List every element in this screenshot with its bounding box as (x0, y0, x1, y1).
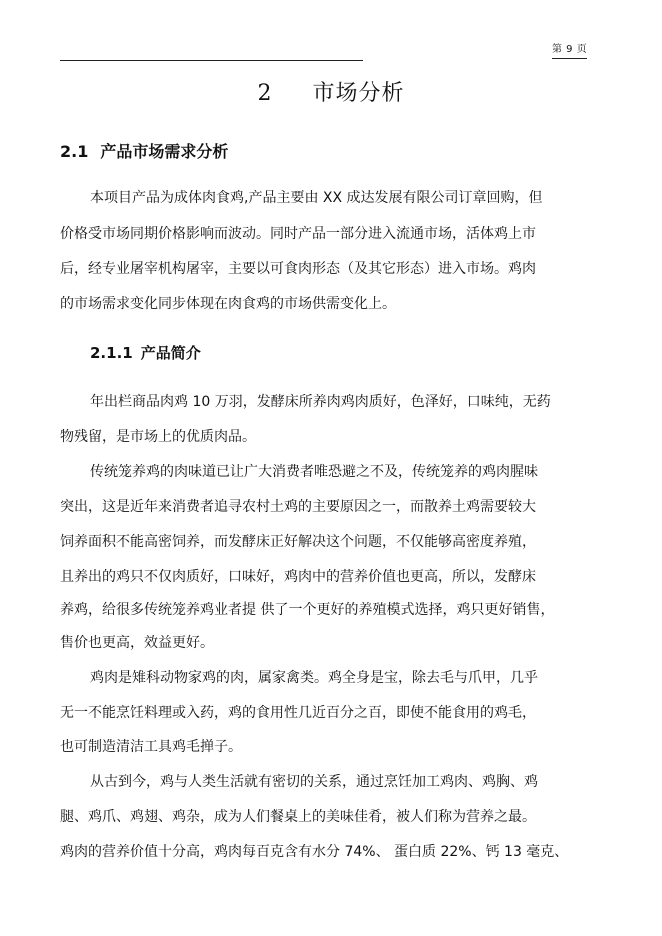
chapter-title (0, 78, 662, 110)
body-line: 养鸡，给很多传统笼养鸡业者提 供了一个更好的养殖模式选择，鸡只更好销售， (60, 602, 555, 618)
body-line: 物残留，是市场上的优质肉品。 (60, 429, 256, 445)
header-rule (60, 60, 363, 61)
body-line: 年出栏商品肉鸡 10 万羽，发酵床所养肉鸡肉质好，色泽好，口味纯，无药 (90, 394, 551, 410)
body-line: 从古到今，鸡与人类生活就有密切的关系，通过烹饪加工鸡肉、鸡胸、鸡 (90, 774, 538, 790)
subsection-title-text: 产品简介 (140, 344, 201, 362)
section-number: 2.1 (60, 142, 89, 161)
chapter-number: 2 (257, 81, 273, 106)
body-line: 本项目产品为成体肉食鸡,产品主要由 XX 成达发展有限公司订章回购，但 (90, 190, 543, 206)
subsection-heading (90, 342, 201, 364)
subsection-number: 2.1.1 (90, 344, 133, 362)
chapter-title-text: 市场分析 (312, 81, 405, 106)
section-title-text: 产品市场需求分析 (100, 142, 229, 161)
body-line: 后，经专业屠宰机构屠宰，主要以可食肉形态（及其它形态）进入市场。鸡肉 (60, 261, 536, 277)
body-line: 也可制造清洁工具鸡毛掸子。 (60, 739, 242, 755)
body-line: 且养出的鸡只不仅肉质好，口味好，鸡肉中的营养价值也更高，所以，发酵床 (60, 569, 536, 585)
body-line: 腿、鸡爪、鸡翅、鸡杂，成为人们餐桌上的美味佳肴，被人们称为营养之最。 (60, 809, 536, 825)
body-line: 鸡肉是雉科动物家鸡的肉，属家禽类。鸡全身是宝，除去毛与爪甲，几乎 (90, 670, 538, 686)
body-line: 鸡肉的营养价值十分高，鸡肉每百克含有水分 74%、 蛋白质 22%、钙 13 毫克、 (60, 844, 569, 860)
body-line: 的市场需求变化同步体现在肉食鸡的市场供需变化上。 (60, 296, 396, 312)
body-line: 无一不能烹饪料理或入药，鸡的食用性几近百分之百，即使不能食用的鸡毛， (60, 705, 536, 721)
body-line: 价格受市场同期价格影响而波动。同时产品一部分进入流通市场，活体鸡上市 (60, 226, 536, 242)
section-heading (60, 140, 228, 164)
body-line: 突出，这是近年来消费者追寻农村土鸡的主要原因之一，而散养土鸡需要较大 (60, 499, 536, 515)
body-line: 饲养面积不能高密饲养，而发酵床正好解决这个问题，不仅能够高密度养殖， (60, 534, 536, 550)
page-number: 第 9 页 (552, 44, 587, 59)
body-line: 售价也更高，效益更好。 (60, 635, 214, 651)
body-line: 传统笼养鸡的肉味道已让广大消费者唯恐避之不及，传统笼养的鸡肉腥味 (90, 464, 538, 480)
